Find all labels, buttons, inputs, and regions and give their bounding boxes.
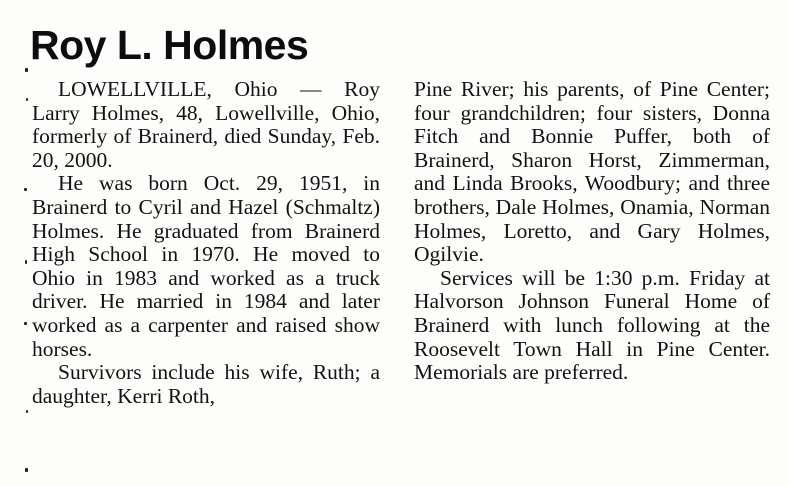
services-paragraph: Services will be 1:30 p.m. Friday at Halvorson Johnson Funeral Home of Brainerd with lunch following at the Roosevelt Town Hall in Pine Center. Memorials are preferred.	[414, 265, 770, 385]
biography-paragraph: He was born Oct. 29, 1951, in Brainerd to Cyril and Hazel (Schmaltz) Holmes. He graduated from Brainerd High School in 1970. He moved to Ohio in 1983 and worked as a truck driver. He married in 1984 and later worked as a carpenter and raised show horses.	[32, 171, 380, 361]
dateline-paragraph: LOWELLVILLE, Ohio — Roy Larry Holmes, 48, Lowellville, Ohio, formerly of Brainerd, died Sunday, Feb. 20, 2000.	[32, 77, 380, 172]
scan-edge-marks	[24, 60, 30, 480]
left-column	[32, 78, 380, 408]
survivors-paragraph-start: Survivors include his wife, Ruth; a daughter, Kerri Roth,	[32, 360, 380, 408]
right-column	[414, 78, 770, 385]
survivors-paragraph-continued: Pine River; his parents, of Pine Center; four grandchildren; four sisters, Donna Fitch and Bonnie Puffer, both of Brainerd, Sharon Horst, Zimmerman, and Linda Brooks, Woodbury; and three brothers, Dale Holmes, Onamia, Norman Holmes, Loretto, and Gary Holmes, Ogilvie.	[414, 77, 770, 267]
obituary-headline: Roy L. Holmes	[30, 22, 309, 68]
